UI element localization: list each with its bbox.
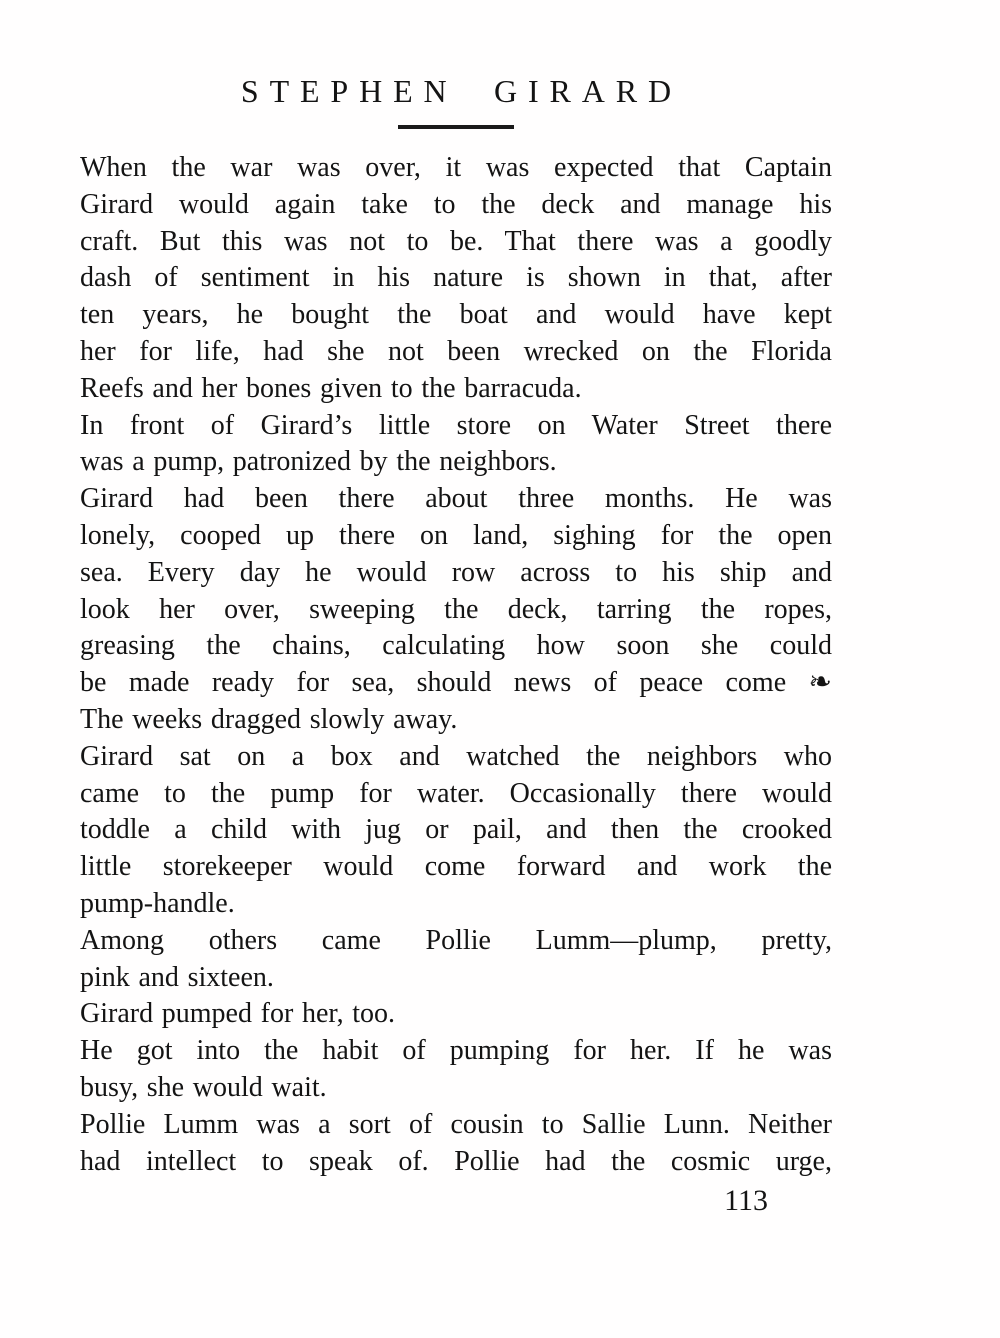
text-line: be made ready for sea, should news of peace come ❧ — [80, 667, 832, 699]
text-line: greasing the chains, calculating how soon she could — [80, 630, 832, 662]
text-line: her for life, had she not been wrecked on the Florida — [80, 335, 832, 367]
page-title: STEPHEN GIRARD — [240, 73, 682, 109]
text-line: craft. But this was not to be. That there was a goodly — [80, 225, 832, 257]
text-line: busy, she would wait. — [80, 1071, 327, 1103]
text-line: had intellect to speak of. Pollie had the cosmic urge, — [80, 1145, 832, 1177]
text-line: Girard pumped for her, too. — [80, 998, 396, 1030]
text-line: came to the pump for water. Occasionally there would — [80, 777, 832, 809]
text-line: pump-handle. — [80, 887, 235, 919]
page-number: 113 — [724, 1184, 768, 1218]
text-line: Among others came Pollie Lumm—plump, pretty, — [80, 924, 832, 956]
title-divider — [398, 125, 514, 129]
text-line: toddle a child with jug or pail, and then the crooked — [80, 814, 832, 846]
text-line: dash of sentiment in his nature is shown in that, after — [80, 262, 832, 294]
text-line: In front of Girard’s little store on Water Street there — [80, 409, 832, 441]
text-line: The weeks dragged slowly away. — [80, 703, 458, 735]
text-line: Girard would again take to the deck and manage his — [80, 188, 832, 220]
text-line: When the war was over, it was expected that Captain — [80, 152, 832, 183]
text-line: ten years, he bought the boat and would have kept — [80, 299, 832, 331]
text-line: He got into the habit of pumping for her. If he was — [80, 1035, 832, 1067]
body-text — [80, 150, 832, 1180]
text-line: pink and sixteen. — [80, 961, 274, 993]
text-line: Pollie Lumm was a sort of cousin to Sallie Lunn. Neither — [80, 1108, 832, 1140]
text-line: was a pump, patronized by the neighbors. — [80, 446, 557, 478]
text-line: Reefs and her bones given to the barracuda. — [80, 372, 582, 404]
text-line: Girard sat on a box and watched the neighbors who — [80, 740, 832, 772]
text-line: lonely, cooped up there on land, sighing for the open — [80, 519, 832, 551]
text-line: little storekeeper would come forward and work the — [80, 851, 832, 883]
text-line: sea. Every day he would row across to his ship and — [80, 556, 832, 588]
text-line: look her over, sweeping the deck, tarring the ropes, — [80, 593, 832, 625]
text-line: Girard had been there about three months. He was — [80, 483, 832, 515]
